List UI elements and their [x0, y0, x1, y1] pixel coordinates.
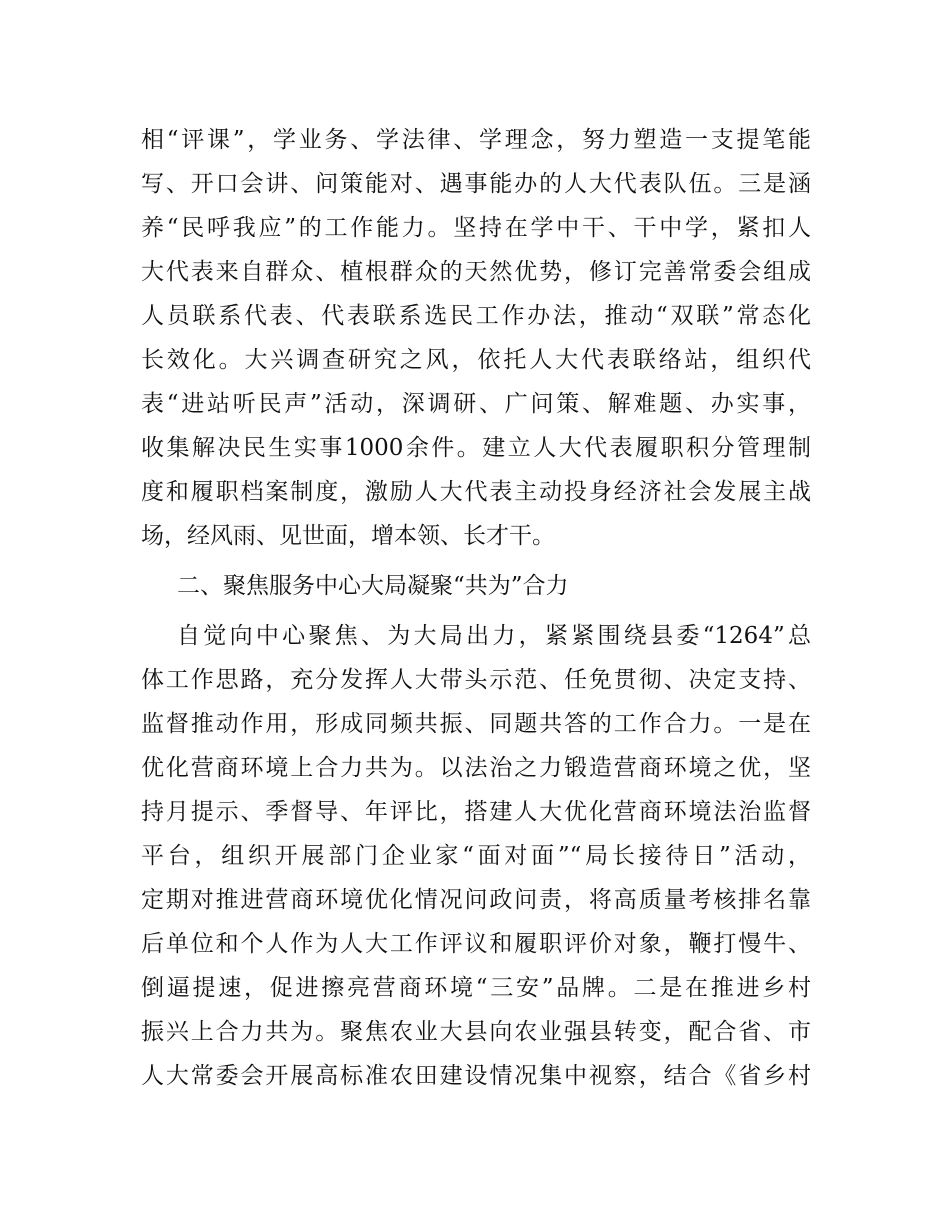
text-line: 写、开口会讲、问策能对、遇事能办的人大代表队伍。三是涵 [141, 171, 811, 197]
text-line: 后单位和个人作为人大工作评议和履职评价对象，鞭打慢牛、 [141, 931, 811, 957]
text-line: 自觉向中心聚焦、为大局出力，紧紧围绕县委“1264”总 [177, 623, 811, 649]
text-line: 表“进站听民声”活动，深调研、广问策、解难题、办实事， [141, 391, 811, 417]
text-line: 大代表来自群众、植根群众的天然优势，修订完善常委会组成 [141, 259, 811, 285]
text-line: 定期对推进营商环境优化情况问政问责，将高质量考核排名靠 [141, 887, 811, 913]
text-line: 场，经风雨、见世面，增本领、长才干。 [141, 523, 555, 549]
text-line: 平台，组织开展部门企业家“面对面”“局长接待日”活动， [141, 843, 811, 869]
text-line: 收集解决民生实事1000余件。建立人大代表履职积分管理制 [141, 435, 811, 461]
text-line: 体工作思路，充分发挥人大带头示范、任免贯彻、决定支持、 [141, 667, 811, 693]
text-line: 持月提示、季督导、年评比，搭建人大优化营商环境法治监督 [141, 799, 811, 825]
text-line: 人员联系代表、代表联系选民工作办法，推动“双联”常态化 [141, 303, 811, 329]
text-line: 监督推动作用，形成同频共振、同题共答的工作合力。一是在 [141, 711, 811, 737]
text-line: 振兴上合力共为。聚焦农业大县向农业强县转变，配合省、市 [141, 1019, 811, 1045]
text-line: 相“评课”，学业务、学法律、学理念，努力塑造一支提笔能 [141, 127, 811, 153]
section-heading: 二、聚焦服务中心大局凝聚“共为”合力 [177, 573, 569, 599]
text-line: 人大常委会开展高标准农田建设情况集中视察，结合《省乡村 [141, 1063, 811, 1089]
text-line: 长效化。大兴调查研究之风，依托人大代表联络站，组织代 [141, 347, 811, 373]
text-line: 倒逼提速，促进擦亮营商环境“三安”品牌。二是在推进乡村 [141, 975, 811, 1001]
text-line: 度和履职档案制度，激励人大代表主动投身经济社会发展主战 [141, 479, 811, 505]
text-line: 养“民呼我应”的工作能力。坚持在学中干、干中学，紧扣人 [141, 215, 811, 241]
text-line: 优化营商环境上合力共为。以法治之力锻造营商环境之优，坚 [141, 755, 811, 781]
